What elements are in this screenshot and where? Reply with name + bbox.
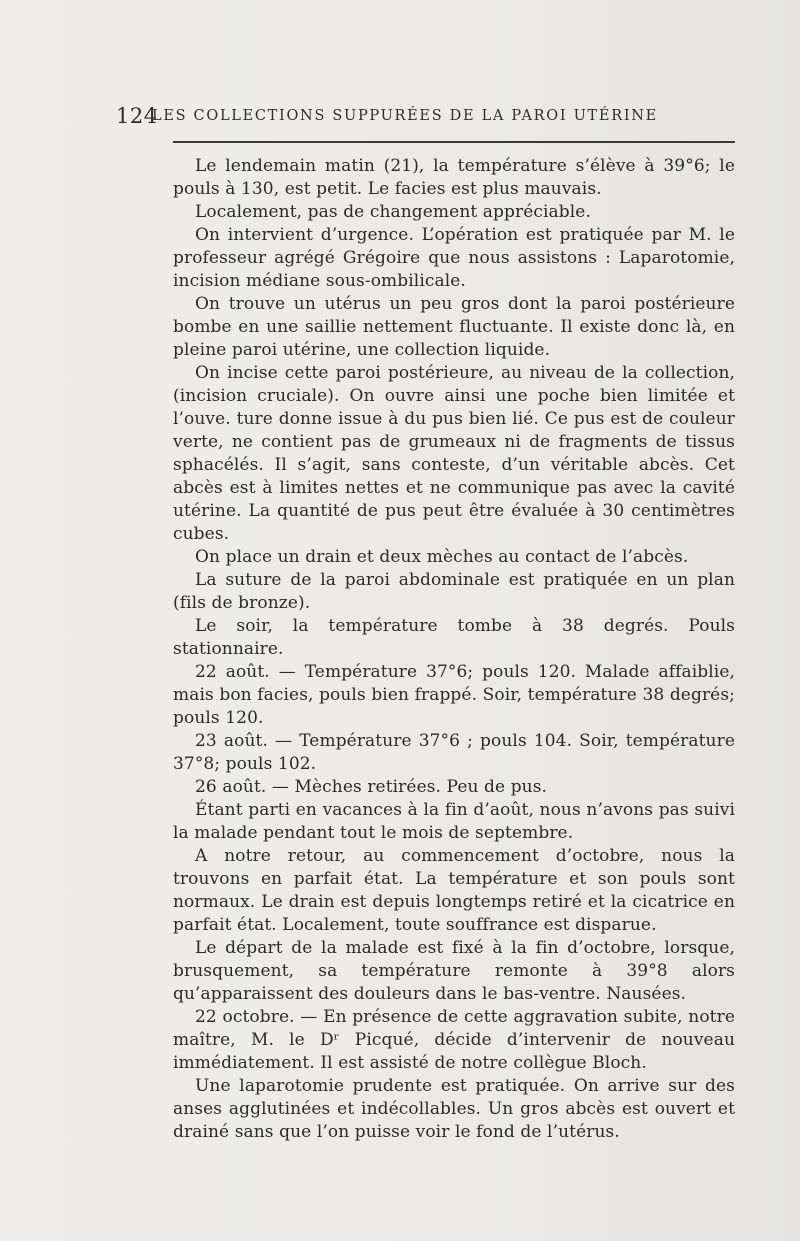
paragraph: Le départ de la malade est fixé à la fin d’octobre, lorsque, brusquement, sa température remonte à 39°8 alors qu’apparaissent des douleurs dans le bas-ventre. Nausées. bbox=[173, 938, 735, 1004]
header-rule bbox=[173, 141, 735, 143]
running-title: LES COLLECTIONS SUPPURÉES DE LA PAROI UTÉRINE bbox=[152, 108, 658, 124]
paragraph: 26 août. — Mèches retirées. Peu de pus. bbox=[195, 777, 548, 797]
paragraph: Étant parti en vacances à la fin d’août, nous n’avons pas suivi la malade pendant tout le mois de septembre. bbox=[173, 800, 735, 843]
page-number: 124 bbox=[116, 104, 158, 128]
paragraph: 23 août. — Température 37°6 ; pouls 104. Soir, température 37°8; pouls 102. bbox=[173, 731, 735, 774]
paragraph: 22 octobre. — En présence de cette aggravation subite, notre maître, M. le Dʳ Picqué, décide d’intervenir de nouveau immédiatement. Il est assisté de notre collègue Bloch. bbox=[173, 1007, 735, 1073]
paragraph: Le lendemain matin (21), la température s’élève à 39°6; le pouls à 130, est petit. Le facies est plus mauvais. bbox=[173, 156, 735, 199]
paragraph: Le soir, la température tombe à 38 degrés. Pouls stationnaire. bbox=[173, 616, 735, 659]
paragraph: On intervient d’urgence. L’opération est pratiquée par M. le professeur agrégé Grégoire que nous assistons : Laparotomie, incision médiane sous-ombilicale. bbox=[173, 225, 735, 291]
paragraph: Une laparotomie prudente est pratiquée. On arrive sur des anses agglutinées et indécollables. Un gros abcès est ouvert et drainé sans que l’on puisse voir le fond de l’utérus. bbox=[173, 1076, 735, 1142]
paragraph: On trouve un utérus un peu gros dont la paroi postérieure bombe en une saillie nettement fluctuante. Il existe donc là, en pleine paroi utérine, une collection liquide. bbox=[173, 294, 735, 360]
paragraph: On place un drain et deux mèches au contact de l’abcès. bbox=[195, 547, 689, 567]
paragraph: A notre retour, au commencement d’octobre, nous la trouvons en parfait état. La température et son pouls sont normaux. Le drain est depuis longtemps retiré et la cicatrice en parfait état. Localement, toute souffrance est disparue. bbox=[173, 846, 735, 935]
paragraph: Localement, pas de changement appréciable. bbox=[195, 202, 591, 222]
paragraph: On incise cette paroi postérieure, au niveau de la collection, (incision cruciale). On ouvre ainsi une poche bien limitée et l’ouve. ture donne issue à du pus bien lié. Ce pus est de couleur verte, ne contient pas de grumeaux ni de fragments de tissus sphacélés. Il s’agit, sans conteste, d’un véritable abcès. Cet abcès est à limites nettes et ne communique pas avec la cavité utérine. La quantité de pus peut être évaluée à 30 centimètres cubes. bbox=[173, 363, 735, 544]
page-header bbox=[116, 104, 736, 144]
paragraph: 22 août. — Température 37°6; pouls 120. Malade affaiblie, mais bon facies, pouls bien frappé. Soir, température 38 degrés; pouls 120. bbox=[173, 662, 735, 728]
paragraph: La suture de la paroi abdominale est pratiquée en un plan (fils de bronze). bbox=[173, 570, 735, 613]
body-text bbox=[173, 155, 735, 1144]
